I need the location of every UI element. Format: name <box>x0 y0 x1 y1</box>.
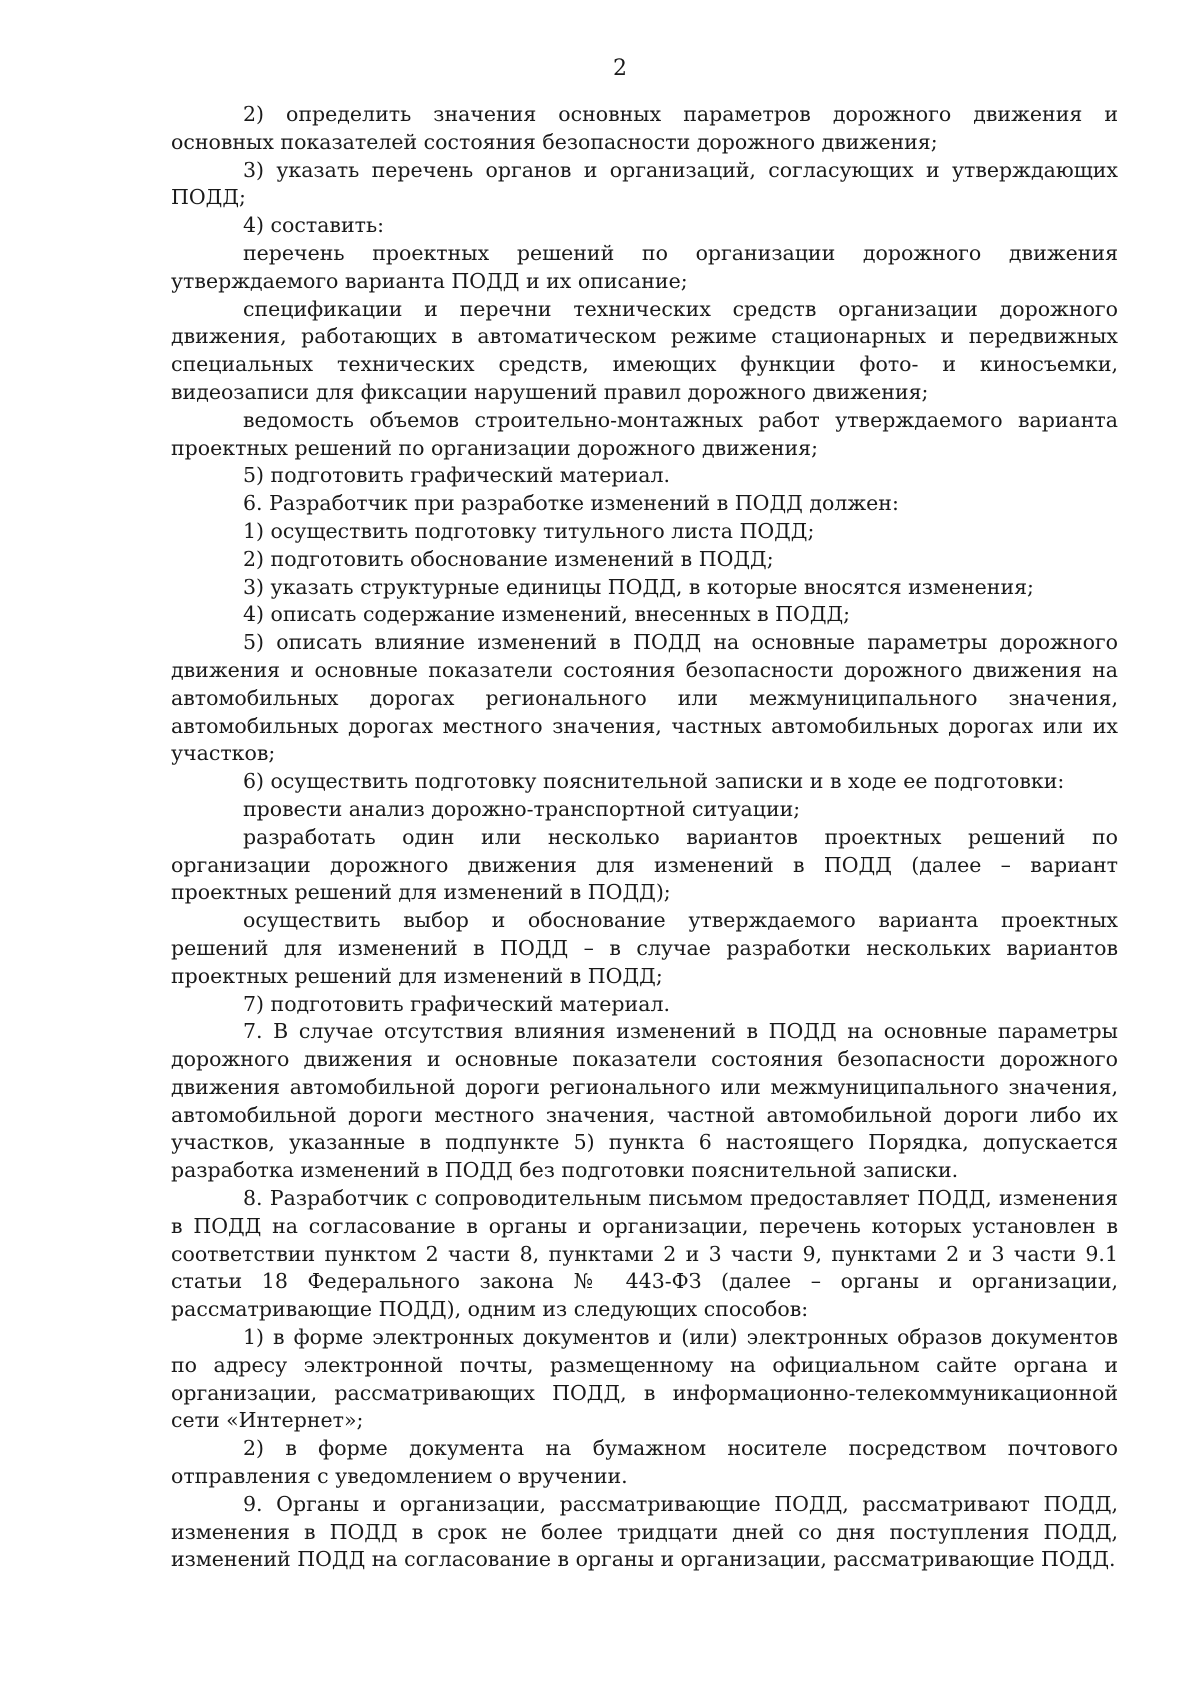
paragraph: 3) указать структурные единицы ПОДД, в которые вносятся изменения; <box>243 574 1034 599</box>
paragraph: 9. Органы и организации, рассматривающие ПОДД, рассматривают ПОДД, изменения в ПОДД в срок не более тридцати дней со дня поступления ПОДД, изменений ПОДД на согласование в органы и организации, рассматривающие ПОДД. <box>171 1491 1118 1572</box>
paragraph: 7. В случае отсутствия влияния изменений в ПОДД на основные параметры дорожного движения и основные показатели состояния безопасности дорожного движения автомобильной дороги регионального или межмуниципального значения, автомобильной дороги местного значения, частной автомобильной дороги либо их участков, указанные в подпункте 5) пункта 6 настоящего Порядка, допускается разработка изменений в ПОДД без подготовки пояснительной записки. <box>171 1019 1118 1183</box>
paragraph: осуществить выбор и обоснование утверждаемого варианта проектных решений для изменений в ПОДД – в случае разработки нескольких вариантов проектных решений для изменений в ПОДД; <box>171 908 1118 988</box>
paragraph: 4) составить: <box>243 213 385 238</box>
paragraph: 1) осуществить подготовку титульного листа ПОДД; <box>243 518 815 543</box>
paragraph: 2) подготовить обоснование изменений в ПОДД; <box>243 546 774 571</box>
paragraph: 5) описать влияние изменений в ПОДД на основные параметры дорожного движения и основные показатели состояния безопасности дорожного движения на автомобильных дорогах регионального или межмуниципального значения, автомобильных дорогах местного значения, частных автомобильных дорогах или их участков; <box>171 630 1118 766</box>
document-body <box>171 101 1118 1574</box>
paragraph: ведомость объемов строительно-монтажных работ утверждаемого варианта проектных решений по организации дорожного движения; <box>171 407 1118 460</box>
paragraph: 5) подготовить графический материал. <box>243 463 670 488</box>
paragraph: 8. Разработчик с сопроводительным письмом предоставляет ПОДД, изменения в ПОДД на согласование в органы и организации, перечень которых установлен в соответствии пунктом 2 части 8, пунктами 2 и 3 части 9, пунктами 2 и 3 части 9.1 статьи 18 Федерального закона № 443-ФЗ (далее – органы и организации, рассматривающие ПОДД), одним из следующих способов: <box>171 1186 1118 1322</box>
paragraph: 2) определить значения основных параметров дорожного движения и основных показателей состояния безопасности дорожного движения; <box>171 102 1118 154</box>
paragraph: 6. Разработчик при разработке изменений в ПОДД должен: <box>243 491 899 516</box>
paragraph: 6) осуществить подготовку пояснительной записки и в ходе ее подготовки: <box>243 769 1065 794</box>
page-number: 2 <box>613 56 627 81</box>
paragraph: 7) подготовить графический материал. <box>243 991 670 1016</box>
paragraph: 2) в форме документа на бумажном носителе посредством почтового отправления с уведомлением о вручении. <box>171 1436 1118 1489</box>
paragraph: 3) указать перечень органов и организаций, согласующих и утверждающих ПОДД; <box>171 157 1118 210</box>
paragraph: провести анализ дорожно-транспортной ситуации; <box>243 796 801 821</box>
paragraph: 1) в форме электронных документов и (или) электронных образов документов по адресу электронной почты, размещенному на официальном сайте органа и организации, рассматривающих ПОДД, в информационно-телекоммуникационной сети «Интернет»; <box>171 1325 1118 1433</box>
paragraph: перечень проектных решений по организации дорожного движения утверждаемого варианта ПОДД и их описание; <box>171 240 1118 293</box>
paragraph: 4) описать содержание изменений, внесенных в ПОДД; <box>243 602 851 627</box>
paragraph: спецификации и перечни технических средств организации дорожного движения, работающих в автоматическом режиме стационарных и передвижных специальных технических средств, имеющих функции фото- и киносъемки, видеозаписи для фиксации нарушений правил дорожного движения; <box>171 296 1118 404</box>
paragraph: разработать один или несколько вариантов проектных решений по организации дорожного движения для изменений в ПОДД (далее – вариант проектных решений для изменений в ПОДД); <box>171 824 1118 905</box>
